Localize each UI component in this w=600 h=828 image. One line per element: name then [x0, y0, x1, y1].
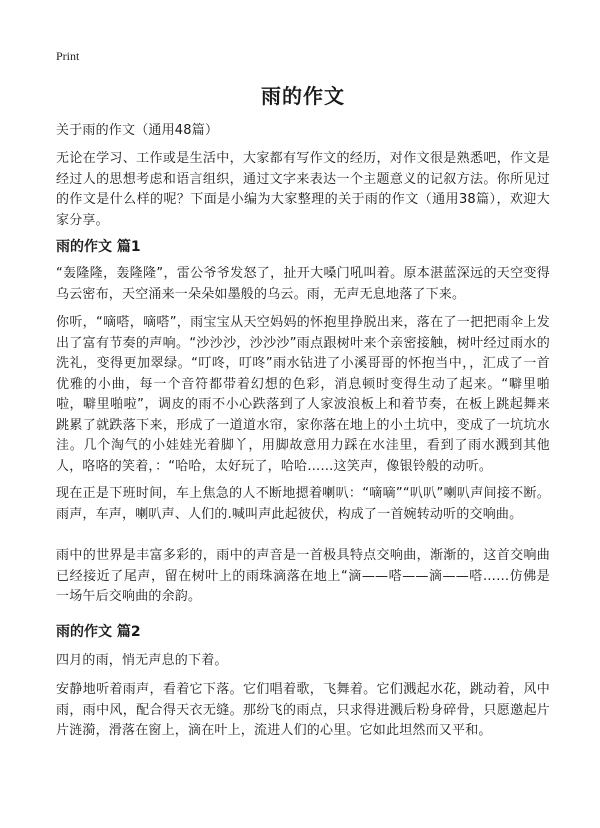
section-heading-1: 雨的作文 篇1: [56, 239, 141, 255]
print-link[interactable]: Print: [56, 49, 80, 63]
section-heading-2: 雨的作文 篇2: [56, 624, 141, 640]
section-2-paragraph-1: 四月的雨，悄无声息的下着。: [56, 653, 228, 668]
intro-paragraph: 无论在学习、工作或是生活中，大家都有写作文的经历，对作文很是熟悉吧，作文是经过人的思想考虑和语言组织，通过文字来表达一个主题意义的记叙方法。你所见过的作文是什么样的呢？下面是小编为大家整理的关于雨的作文（通用38篇），欢迎大家分享。: [56, 151, 550, 228]
section-1-paragraph-2: 你听，“嘀嗒，嘀嗒”，雨宝宝从天空妈妈的怀抱里挣脱出来，落在了一把把雨伞上发出了富有节奏的声响。“沙沙沙，沙沙沙”雨点跟树叶来个亲密接触，树叶经过雨水的洗礼，变得更加翠绿。“叮咚，叮咚”雨水钻进了小溪哥哥的怀抱当中，，汇成了一首优雅的小曲，每一个音符都带着幻想的色彩，消息顿时变得生动了起来。“噼里啪啦，噼里啪啦”，调皮的雨不小心跌落到了人家波浪板上和着节奏，在板上跳起舞来跳累了就跌落下来，形成了一道道水帘，家你落在地上的小土坑中，变成了一坑坑水洼。几个淘气的小娃娃光着脚丫，用脚故意用力踩在水洼里，看到了雨水溅到其他人，咯咯的笑着，：“哈哈，太好玩了，哈哈……这笑声，像银铃般的动听。: [56, 315, 550, 474]
page-title: 雨的作文: [261, 84, 345, 108]
article-subtitle: 关于雨的作文（通用48篇）: [56, 123, 219, 138]
section-1-paragraph-1: “轰隆隆，轰隆隆”，雷公爷爷发怒了，扯开大嗓门吼叫着。原本湛蓝深远的天空变得乌云密布，天空涌来一朵朵如墨般的乌云。雨，无声无息地落了下来。: [56, 266, 550, 302]
section-1-paragraph-4: 雨中的世界是丰富多彩的，雨中的声音是一首极具特点交响曲，渐渐的，这首交响曲已经接近了尾声，留在树叶上的雨珠滴落在地上“滴——嗒——滴——嗒……仿佛是一场午后交响曲的余韵。: [56, 548, 550, 604]
section-1-paragraph-3: 现在正是下班时间，车上焦急的人不断地摁着喇叭：“嘀嘀”“叭叭”喇叭声间接不断。雨声，车声，喇叭声、人们的.喊叫声此起彼伏，构成了一首婉转动听的交响曲。: [56, 486, 550, 522]
section-2-paragraph-2: 安静地听着雨声，看着它下落。它们唱着歌，飞舞着。它们溅起水花，跳动着，风中雨，雨中风，配合得天衣无缝。那纷飞的雨点，只求得进溅后粉身碎骨，只愿邀起片片涟漪，滑落在窗上，滴在叶上，流进人们的心里。它如此坦然而又平和。: [56, 682, 550, 738]
